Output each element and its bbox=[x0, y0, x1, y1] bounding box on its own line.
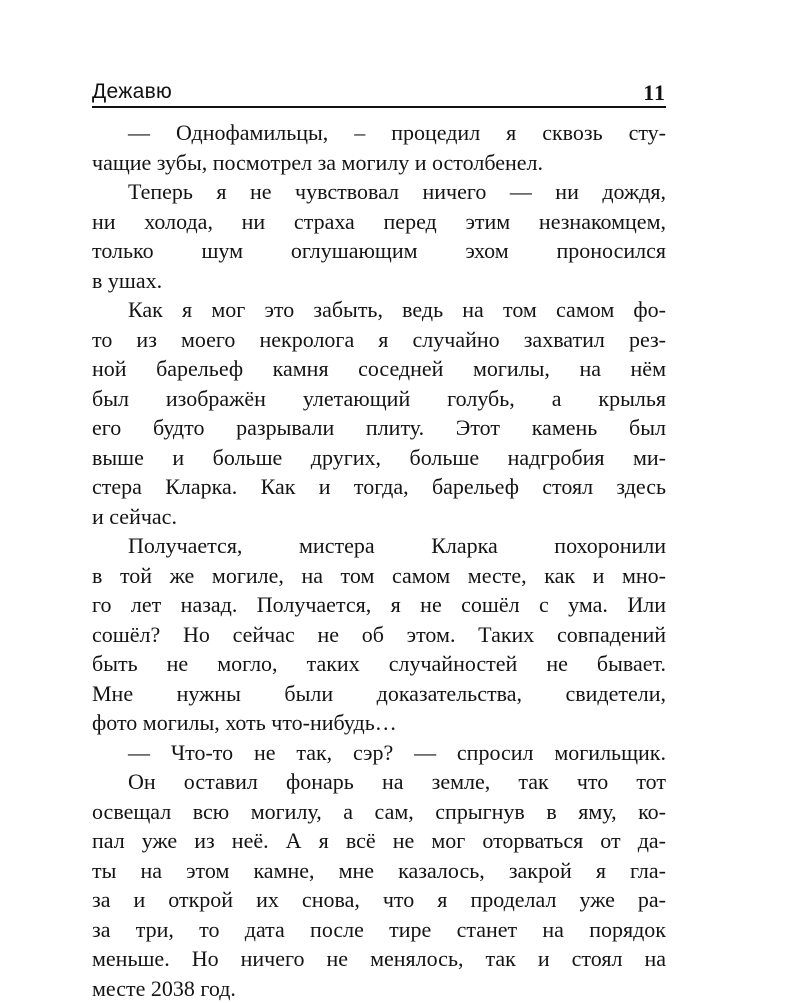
text-line: меньше. Но ничего не менялось, так и стоял на bbox=[92, 944, 666, 974]
text-line: Получается, мистера Кларка похоронили bbox=[92, 531, 666, 561]
text-line: стера Кларка. Как и тогда, барельеф стоял здесь bbox=[92, 472, 666, 502]
text-line: — Что-то не так, сэр? — спросил могильщик. bbox=[92, 738, 666, 768]
text-line: ни холода, ни страха перед этим незнакомцем, bbox=[92, 207, 666, 237]
page-number: 11 bbox=[643, 80, 666, 106]
text-line: Теперь я не чувствовал ничего — ни дождя, bbox=[92, 177, 666, 207]
text-line: Мне нужны были доказательства, свидетели, bbox=[92, 679, 666, 709]
text-line: за три, то дата после тире станет на порядок bbox=[92, 915, 666, 945]
text-line: ты на этом камне, мне казалось, закрой я гла- bbox=[92, 856, 666, 886]
text-line: только шум оглушающим эхом проносился bbox=[92, 236, 666, 266]
book-page bbox=[92, 0, 666, 1000]
text-line: пал уже из неё. А я всё не мог оторваться от да- bbox=[92, 826, 666, 856]
text-line: то из моего некролога я случайно захватил рез- bbox=[92, 325, 666, 355]
text-line: — Однофамильцы, – процедил я сквозь сту- bbox=[92, 118, 666, 148]
text-line: и сейчас. bbox=[92, 502, 666, 532]
text-line: в ушах. bbox=[92, 266, 666, 296]
text-line: Он оставил фонарь на земле, так что тот bbox=[92, 767, 666, 797]
text-line: был изображён улетающий голубь, а крылья bbox=[92, 384, 666, 414]
running-head bbox=[92, 80, 666, 108]
text-line: Как я мог это забыть, ведь на том самом фо- bbox=[92, 295, 666, 325]
text-line: фото могилы, хоть что-нибудь… bbox=[92, 708, 666, 738]
text-line: сошёл? Но сейчас не об этом. Таких совпадений bbox=[92, 620, 666, 650]
text-line: в той же могиле, на том самом месте, как и мно- bbox=[92, 561, 666, 591]
text-line: за и открой их снова, что я проделал уже ра- bbox=[92, 885, 666, 915]
text-line: месте 2038 год. bbox=[92, 974, 666, 1003]
text-line: быть не могло, таких случайностей не бывает. bbox=[92, 649, 666, 679]
text-line: чащие зубы, посмотрел за могилу и остолбенел. bbox=[92, 148, 666, 178]
body-text bbox=[92, 118, 666, 1003]
text-line: выше и больше других, больше надгробия ми- bbox=[92, 443, 666, 473]
running-title: Дежавю bbox=[92, 80, 172, 104]
text-line: ной барельеф камня соседней могилы, на нём bbox=[92, 354, 666, 384]
text-line: го лет назад. Получается, я не сошёл с ума. Или bbox=[92, 590, 666, 620]
text-line: освещал всю могилу, а сам, спрыгнув в яму, ко- bbox=[92, 797, 666, 827]
text-line: его будто разрывали плиту. Этот камень был bbox=[92, 413, 666, 443]
